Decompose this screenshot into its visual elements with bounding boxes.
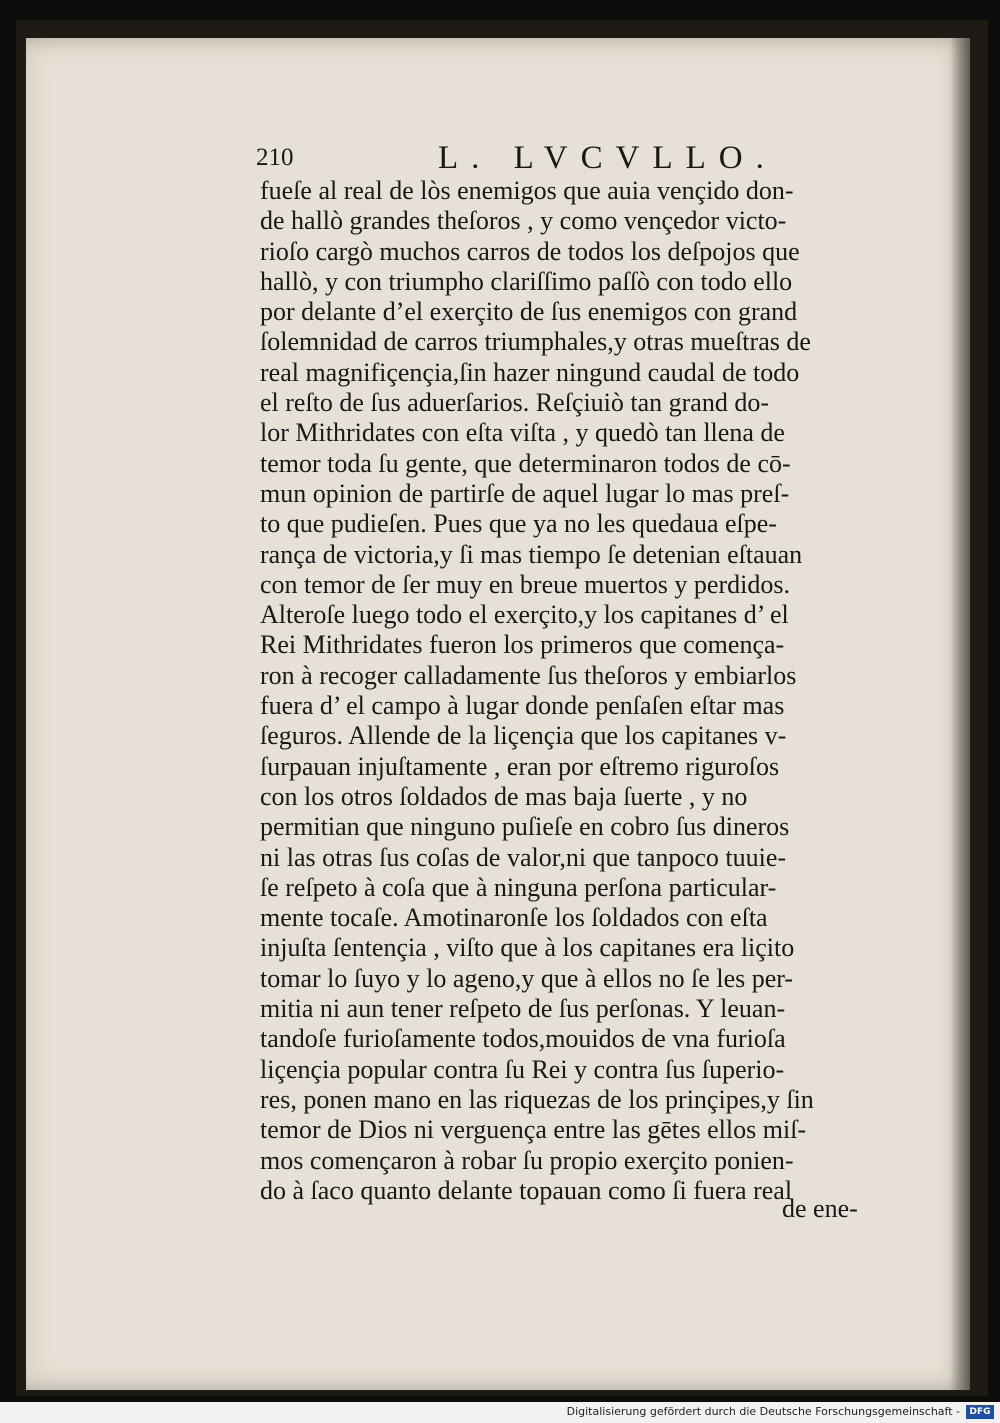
text-line: temor de Dios ni verguença entre las gētes ellos miſ-: [260, 1115, 807, 1145]
text-line: por delante d’el exerçito de ſus enemigos con grand: [260, 297, 798, 327]
text-line: mitia ni aun tener reſpeto de ſus perſonas. Y leuan-: [260, 994, 786, 1024]
text-line: Alteroſe luego todo el exerçito,y los capitanes d’ el: [260, 600, 789, 630]
text-line: real magnifiçençia,ſin hazer ningund caudal de todo: [260, 357, 800, 387]
text-line: fueſe al real de lòs enemigos que auia vençido don-: [260, 176, 794, 205]
text-line: do à ſaco quanto delante topauan como ſi fuera real: [260, 1175, 793, 1205]
text-line: to que pudieſen. Pues que ya no les quedaua eſpe-: [260, 509, 777, 539]
text-line: lor Mithridates con eſta viſta , y quedò tan llena de: [260, 418, 785, 448]
text-line: ſurpauan injuſtamente , eran por eſtremo riguroſos: [260, 751, 780, 781]
text-line: ſolemnidad de carros triumphales,y otras mueſtras de: [260, 327, 811, 357]
text-line: injuſta ſentençia , viſto que à los capitanes era liçito: [260, 933, 795, 963]
page-number: 210: [256, 144, 294, 171]
text-line: fuera d’ el campo à lugar donde penſaſen eſtar mas: [260, 691, 785, 721]
text-line: mente tocaſe. Amotinaronſe los ſoldados con eſta: [260, 903, 768, 933]
text-line: mun opinion de partirſe de aquel lugar lo mas preſ-: [260, 478, 790, 508]
text-line: liçençia popular contra ſu Rei y contra ſus ſuperio-: [260, 1054, 785, 1084]
footer-credit: Digitalisierung gefördert durch die Deutsche Forschungsgemeinschaft -: [566, 1405, 960, 1418]
text-line: tomar lo ſuyo y lo ageno,y que à ellos no ſe les per-: [260, 963, 794, 993]
footer-bar: [0, 1402, 1000, 1423]
text-line: ſeguros. Allende de la liçençia que los capitanes v-: [260, 721, 787, 751]
text-line: el reſto de ſus aduerſarios. Reſçiuiò tan grand do-: [260, 388, 770, 418]
text-line: de hallò grandes theſoros , y como vençedor victo-: [260, 206, 787, 236]
running-title: L. LVCVLLO.: [438, 140, 777, 176]
text-line: res, ponen mano en las riquezas de los prinçipes,y ſin: [260, 1084, 814, 1114]
dfg-logo-icon: DFG: [966, 1405, 994, 1419]
text-line: temor toda ſu gente, que determinaron todos de cō-: [260, 448, 791, 478]
text-line: ni las otras ſus coſas de valor,ni que tanpoco tuuie-: [260, 842, 787, 872]
text-line: con los otros ſoldados de mas baja ſuerte , y no: [260, 781, 748, 811]
page-spine-shadow: [950, 38, 970, 1390]
page-header: [256, 140, 896, 180]
catchword: de ene-: [782, 1194, 858, 1223]
body-text: [260, 176, 880, 1206]
text-line: rança de victoria,y ſi mas tiempo ſe detenian eſtauan: [260, 539, 803, 569]
text-line: hallò, y con triumpho clariſſimo paſſò con todo ello: [260, 266, 793, 296]
text-line: mos començaron à robar ſu propio exerçito ponien-: [260, 1145, 794, 1175]
text-line: ſe reſpeto à coſa que à ninguna perſona particular-: [260, 872, 777, 902]
text-line: Rei Mithridates fueron los primeros que comença-: [260, 630, 785, 660]
text-line: permitian que ninguno puſieſe en cobro ſus dineros: [260, 812, 790, 842]
text-line: ron à recoger calladamente ſus theſoros y embiarlos: [260, 660, 797, 690]
text-line: con temor de ſer muy en breue muertos y perdidos.: [260, 569, 790, 599]
text-line: rioſo cargò muchos carros de todos los deſpojos que: [260, 236, 800, 266]
text-line: tandoſe furioſamente todos,mouidos de vna furioſa: [260, 1024, 786, 1054]
